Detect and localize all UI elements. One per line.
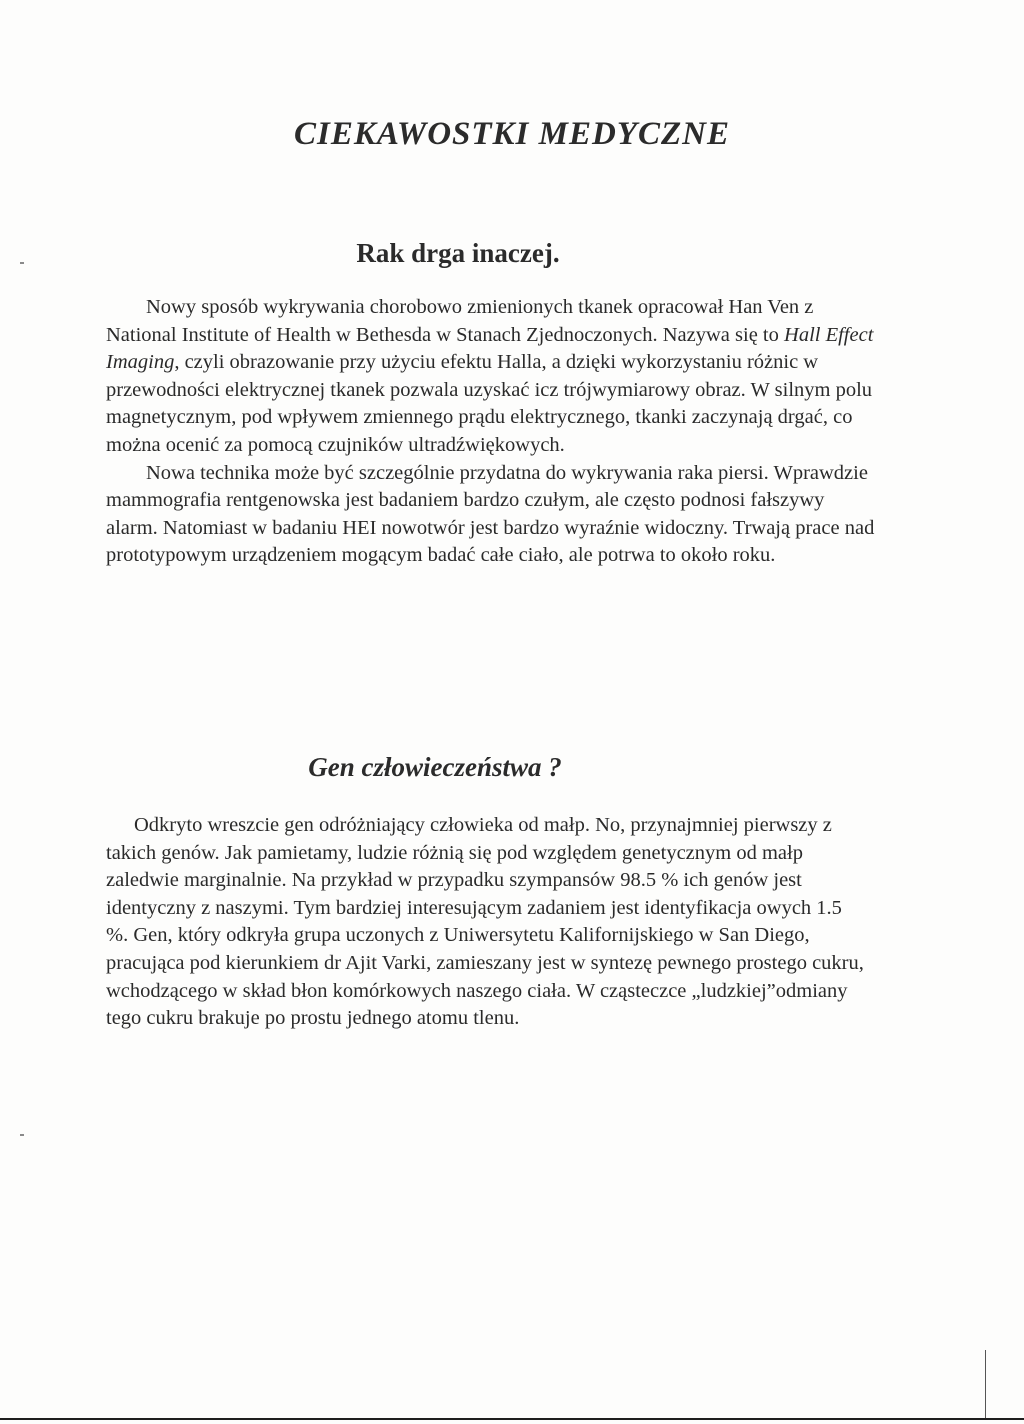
page-title: CIEKAWOSTKI MEDYCZNE bbox=[294, 116, 730, 152]
article-2-paragraph-1: Odkryto wreszcie gen odróżniający człowieka od małp. No, przynajmniej pierwszy z takich genów. Jak pamietamy, ludzie różnią się pod względem genetycznym od małp zaledwie marginalnie. Na przykład w przypadku szympansów 98.5 % ich genów jest identyczny z naszymi. Tym bardziej interesującym zadaniem jest identyfikacja owych 1.5 %. Gen, który odkryła grupa uczonych z Uniwersytetu Kalifornijskiego w San Diego, pracująca pod kierunkiem dr Ajit Varki, zamieszany jest w syntezę pewnego prostego cukru, wchodzącego w skład błon komórkowych naszego ciała. W cząsteczce „ludzkiej”odmiany tego cukru brakuje po prostu jednego atomu tlenu. bbox=[106, 814, 864, 1030]
article-1-paragraph-1 bbox=[106, 294, 876, 460]
scan-speck bbox=[20, 1134, 24, 1136]
article-1-paragraph-1-text-a: Nowy sposób wykrywania chorobowo zmienionych tkanek opracował Han Ven z National Institute of Health w Bethesda w Stanach Zjednoczonych. Nazywa się to bbox=[106, 296, 814, 346]
article-2-heading: Gen człowieczeństwa ? bbox=[308, 752, 562, 782]
scan-edge-right bbox=[985, 1350, 986, 1418]
article-1-paragraph-1-text-b: , czyli obrazowanie przy użyciu efektu Halla, a dzięki wykorzystaniu różnic w przewodności elektrycznej tkanek pozwala uzyskać icz trójwymiarowy obraz. W silnym polu magnetycznym, pod wpływem zmiennego prądu elektrycznego, tkanki zaczynają drgać, co można ocenić za pomocą czujników ultradźwiękowych. bbox=[106, 351, 873, 456]
scan-speck bbox=[20, 262, 24, 264]
article-1-paragraph-2: Nowa technika może być szczególnie przydatna do wykrywania raka piersi. Wprawdzie mammografia rentgenowska jest badaniem bardzo czułym, ale często podnosi fałszywy alarm. Natomiast w badaniu HEI nowotwór jest bardzo wyraźnie widoczny. Trwają prace nad prototypowym urządzeniem mogącym badać całe ciało, ale potrwa to około roku. bbox=[106, 461, 875, 567]
article-1-heading: Rak drga inaczej. bbox=[356, 238, 560, 268]
article-2-body bbox=[106, 812, 866, 1033]
article-1-body bbox=[106, 294, 876, 570]
article-1-italic-term: Hall Effect Imaging bbox=[106, 323, 874, 374]
scan-edge-bottom bbox=[0, 1418, 1024, 1420]
